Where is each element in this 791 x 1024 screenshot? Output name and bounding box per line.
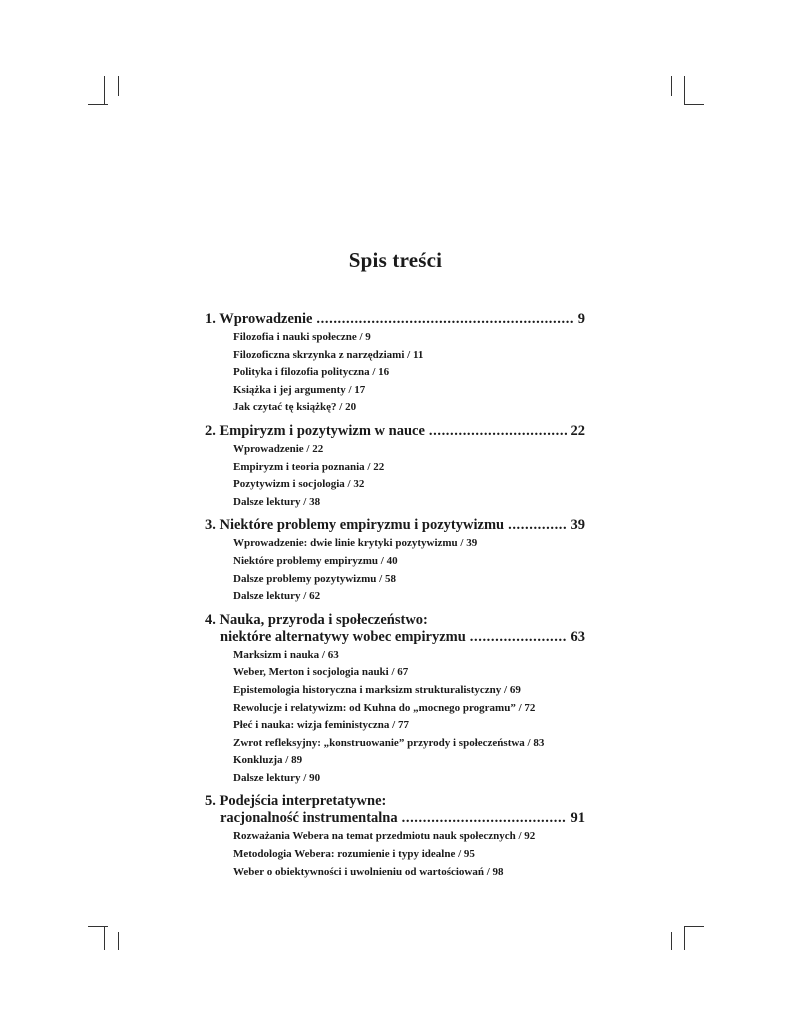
- toc-section-item[interactable]: Polityka i filozofia polityczna / 16: [233, 366, 390, 379]
- toc-section-list: [233, 441, 585, 511]
- toc-section-item[interactable]: Filozofia i nauki społeczne / 9: [233, 331, 371, 343]
- dot-leader: [508, 517, 566, 534]
- toc-section-item[interactable]: Dalsze problemy pozytywizmu / 58: [233, 572, 396, 585]
- toc-section-item[interactable]: Dalsze lektury / 62: [233, 590, 321, 603]
- toc-chapter: [205, 311, 585, 417]
- toc-chapter: [205, 793, 585, 881]
- toc-section-list: [233, 828, 585, 881]
- toc-section-item[interactable]: Dalsze lektury / 90: [233, 771, 321, 784]
- toc-section-item[interactable]: Dalsze lektury / 38: [233, 495, 321, 508]
- table-of-contents: [205, 311, 585, 881]
- toc-section-item[interactable]: Rozważania Webera na temat przedmiotu nauk społecznych / 92: [233, 830, 536, 843]
- toc-section-list: [233, 535, 585, 605]
- dot-leader: [470, 629, 567, 646]
- toc-chapter-page: 39: [570, 517, 585, 534]
- toc-chapter-heading[interactable]: [205, 517, 585, 534]
- toc-chapter-title: 1. Wprowadzenie: [205, 311, 313, 327]
- toc-chapter-heading[interactable]: [205, 612, 585, 629]
- toc-chapter-title: 4. Nauka, przyroda i społeczeństwo:: [205, 611, 428, 628]
- toc-chapter-heading[interactable]: [205, 810, 585, 827]
- toc-chapter: [205, 423, 585, 511]
- crop-mark-top-right-v1: [684, 76, 685, 104]
- toc-section-item[interactable]: Konkluzja / 89: [233, 754, 303, 767]
- crop-mark-bottom-left-v2: [118, 932, 119, 950]
- toc-section-list: [233, 647, 585, 788]
- crop-mark-bottom-right-h: [684, 926, 704, 927]
- toc-section-list: [233, 329, 585, 417]
- toc-section-item[interactable]: Płeć i nauka: wizja feministyczna / 77: [233, 719, 409, 732]
- toc-section-item[interactable]: Empiryzm i teoria poznania / 22: [233, 460, 385, 473]
- toc-section-item[interactable]: Marksizm i nauka / 63: [233, 648, 339, 661]
- toc-section-item[interactable]: Niektóre problemy empiryzmu / 40: [233, 554, 398, 567]
- toc-section-item[interactable]: Książka i jej argumenty / 17: [233, 383, 366, 396]
- toc-chapter-title: niektóre alternatywy wobec empiryzmu: [220, 628, 466, 645]
- toc-section-item[interactable]: Wprowadzenie / 22: [233, 442, 324, 455]
- toc-chapter-heading[interactable]: [205, 311, 585, 328]
- toc-chapter: [205, 612, 585, 788]
- toc-section-item[interactable]: Filozoficzna skrzynka z narzędziami / 11: [233, 348, 424, 361]
- toc-chapter-page: 22: [570, 422, 585, 439]
- page-title: Spis treści: [348, 248, 443, 272]
- toc-section-item[interactable]: Jak czytać tę książkę? / 20: [233, 401, 357, 414]
- toc-section-item[interactable]: Wprowadzenie: dwie linie krytyki pozytywizmu / 39: [233, 537, 478, 550]
- crop-mark-top-left-v1: [104, 76, 105, 104]
- toc-section-item[interactable]: Rewolucje i relatywizm: od Kuhna do „mocnego programu” / 72: [233, 701, 536, 714]
- toc-chapter-title: 5. Podejścia interpretatywne:: [205, 793, 387, 810]
- crop-mark-bottom-left-v1: [104, 926, 105, 950]
- toc-section-item[interactable]: Metodologia Webera: rozumienie i typy idealne / 95: [233, 848, 475, 861]
- toc-chapter-title: 3. Niektóre problemy empiryzmu i pozytywizmu: [205, 517, 505, 534]
- crop-mark-top-right-v2: [671, 76, 672, 96]
- toc-section-item[interactable]: Zwrot refleksyjny: „konstruowanie” przyrody i społeczeństwa / 83: [233, 736, 545, 749]
- toc-chapter-page: 91: [570, 810, 585, 827]
- toc-chapter-heading[interactable]: [205, 423, 585, 440]
- toc-chapter-title: racjonalność instrumentalna: [220, 810, 398, 827]
- toc-chapter-heading[interactable]: [205, 793, 585, 810]
- toc-section-item[interactable]: Epistemologia historyczna i marksizm strukturalistyczny / 69: [233, 683, 521, 696]
- toc-chapter-page: 9: [577, 311, 585, 327]
- dot-leader: [429, 423, 567, 440]
- toc-section-item[interactable]: Weber o obiektywności i uwolnieniu od wartościowań / 98: [233, 865, 504, 878]
- toc-chapter-heading[interactable]: [205, 629, 585, 646]
- crop-mark-top-left-h: [88, 104, 108, 105]
- toc-section-item[interactable]: Weber, Merton i socjologia nauki / 67: [233, 666, 409, 679]
- toc-chapter-title: 2. Empiryzm i pozytywizm w nauce: [205, 422, 425, 439]
- dot-leader: [402, 810, 567, 827]
- crop-mark-top-left-v2: [118, 76, 119, 96]
- crop-mark-bottom-right-v2: [671, 932, 672, 950]
- toc-section-item[interactable]: Pozytywizm i socjologia / 32: [233, 478, 365, 491]
- crop-mark-bottom-left-h: [88, 926, 108, 927]
- crop-mark-bottom-right-v1: [684, 926, 685, 950]
- toc-chapter-page: 63: [570, 628, 585, 645]
- crop-mark-top-right-h: [684, 104, 704, 105]
- toc-chapter: [205, 517, 585, 605]
- dot-leader: [316, 311, 573, 328]
